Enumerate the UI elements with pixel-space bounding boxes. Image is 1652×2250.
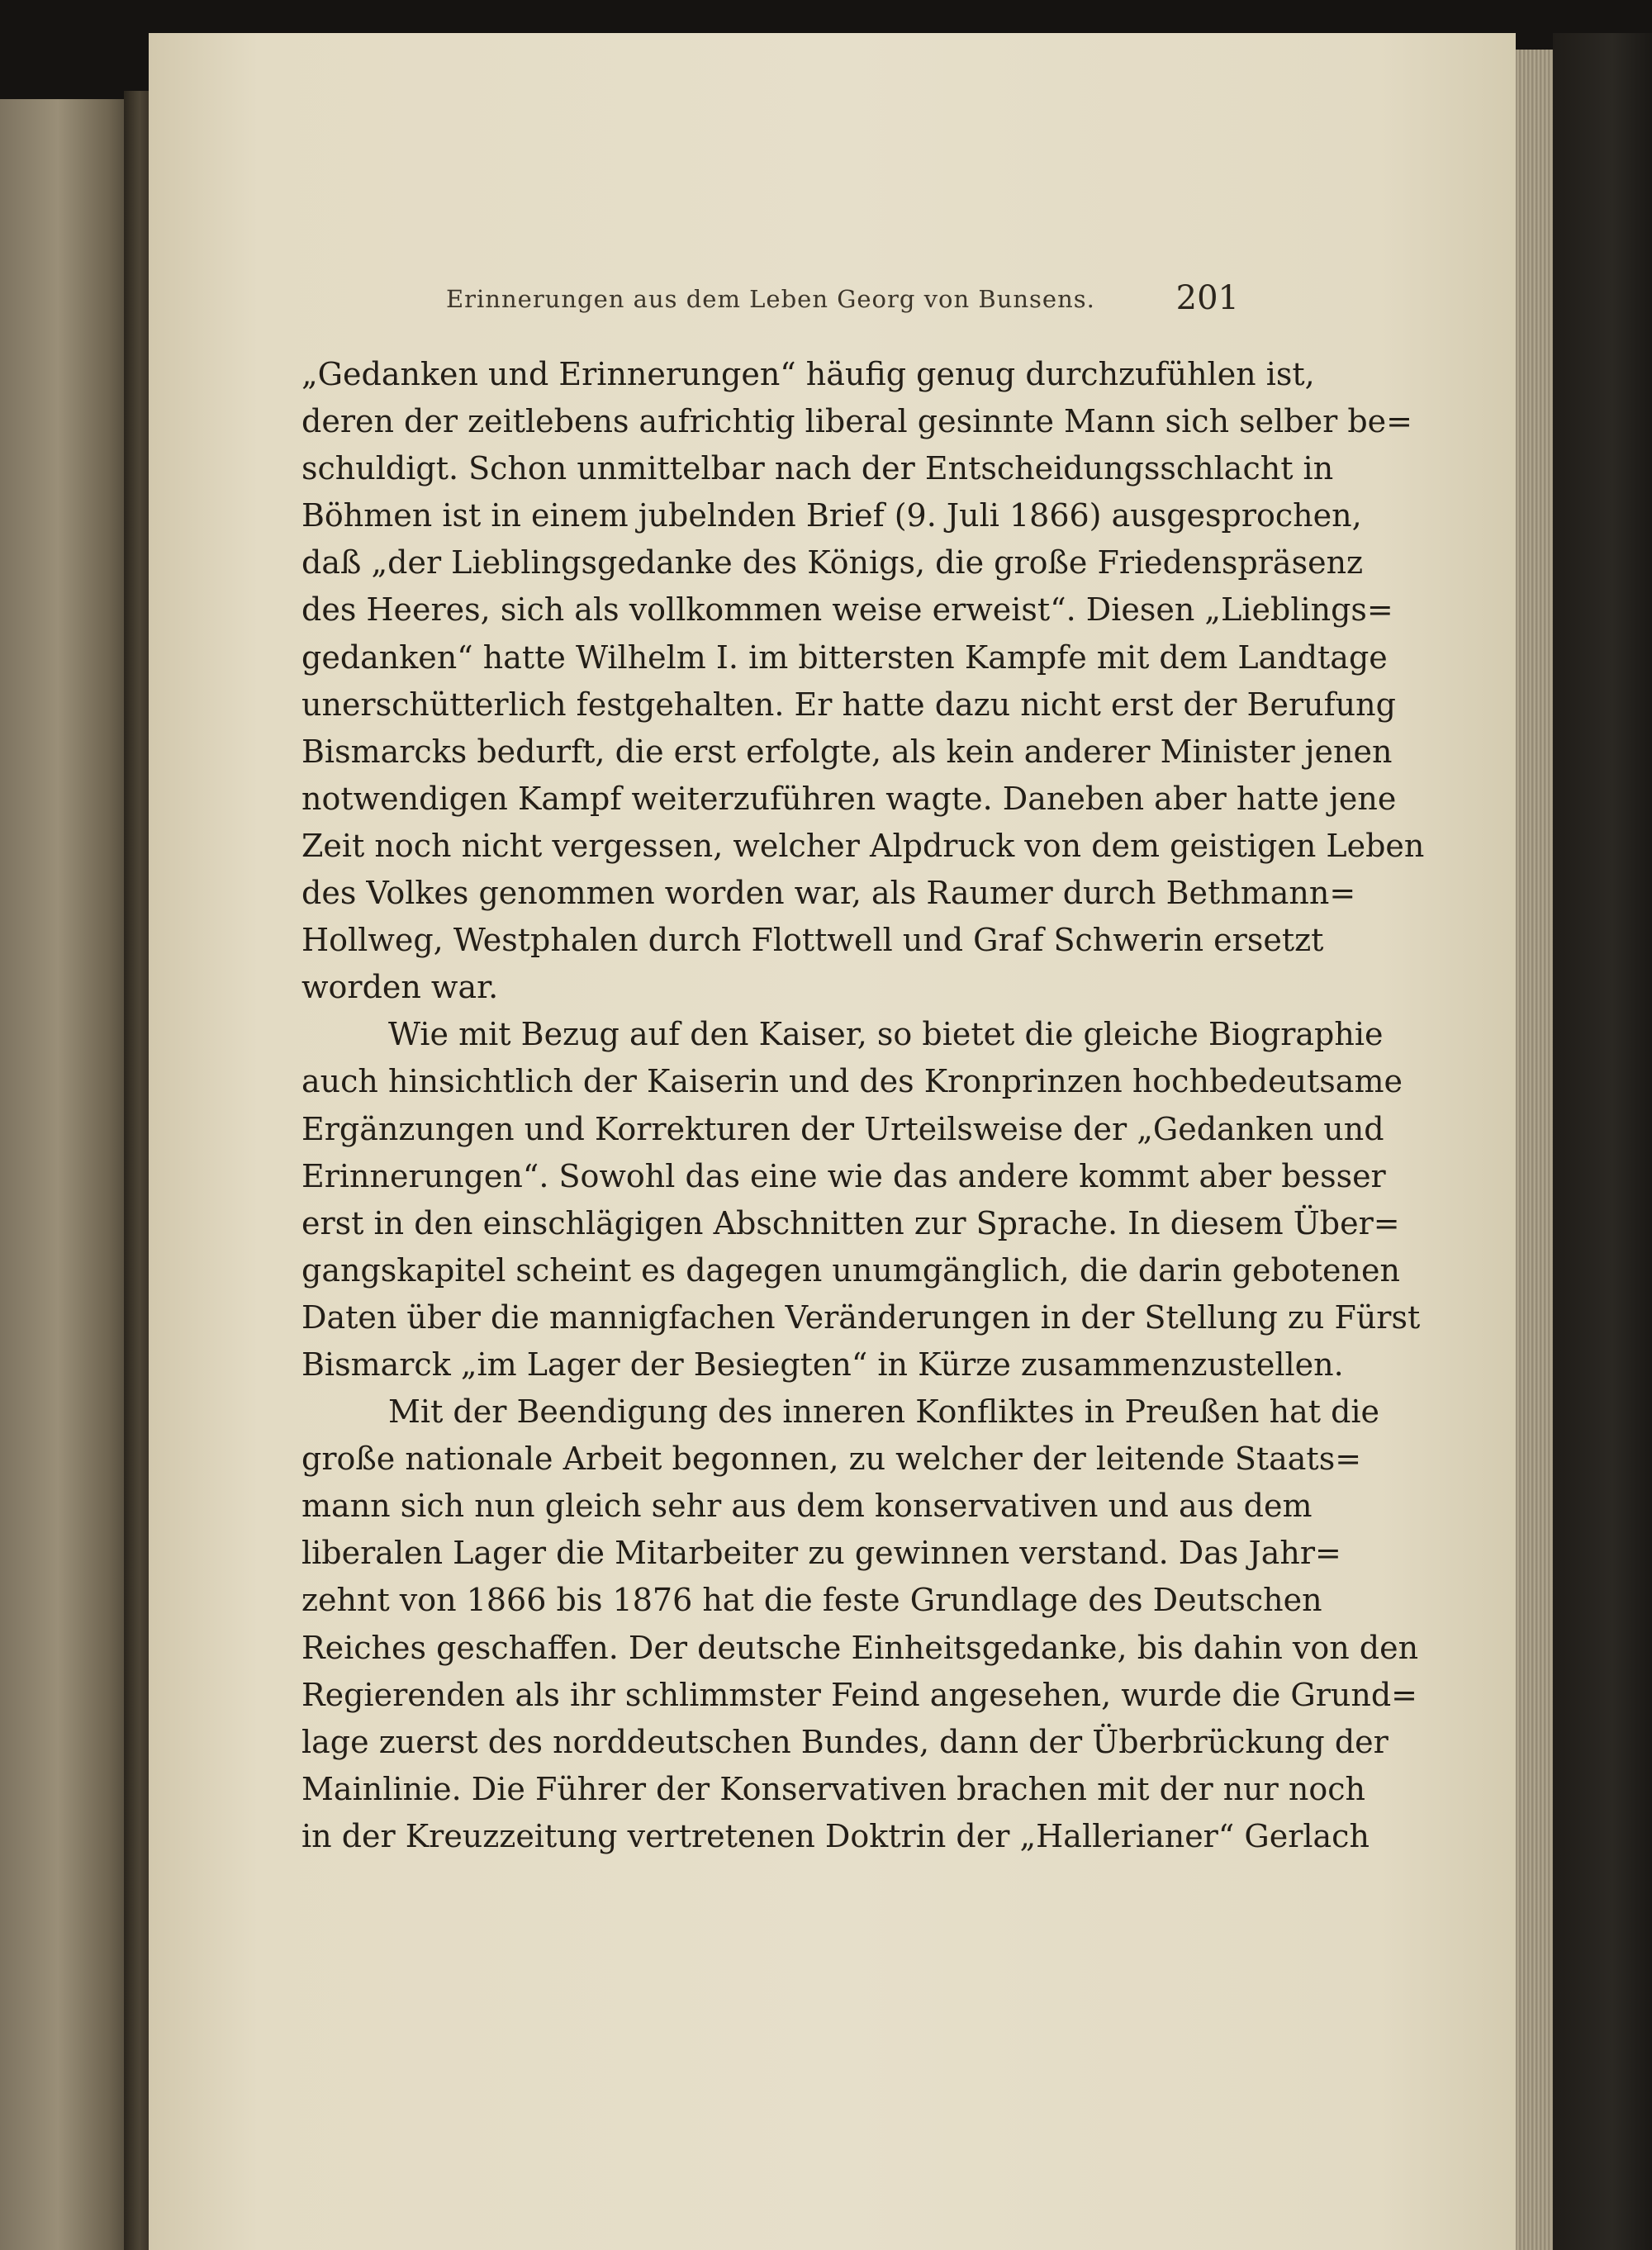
text-line: lage zuerst des norddeutschen Bundes, dann der Überbrückung der: [301, 1723, 1389, 1760]
paragraph: [301, 1388, 1419, 1860]
text-line: Hollweg, Westphalen durch Flottwell und Graf Schwerin ersetzt: [301, 922, 1324, 959]
page-block-edge: [1516, 50, 1553, 2250]
text-line: daß „der Lieblingsgedanke des Königs, die große Friedenspräsenz: [301, 544, 1364, 581]
text-line: erst in den einschlägigen Abschnitten zur Sprache. In diesem Über=: [301, 1204, 1400, 1241]
paragraph: [301, 351, 1425, 1011]
page-number: 201: [1175, 279, 1239, 317]
body-text: [301, 351, 1425, 1860]
text-line: Daten über die mannigfachen Veränderungen in der Stellung zu Fürst: [301, 1298, 1421, 1336]
text-line: des Heeres, sich als vollkommen weise erweist“. Diesen „Lieblings=: [301, 591, 1393, 629]
text-line: Bismarck „im Lager der Besiegten“ in Kürze zusammenzustellen.: [301, 1346, 1344, 1383]
text-line: unerschütterlich festgehalten. Er hatte dazu nicht erst der Berufung: [301, 686, 1396, 723]
text-line: notwendigen Kampf weiterzuführen wagte. Daneben aber hatte jene: [301, 780, 1397, 817]
text-line: Böhmen ist in einem jubelnden Brief (9. Juli 1866) ausgesprochen,: [301, 497, 1362, 534]
text-line: worden war.: [301, 969, 499, 1006]
paragraph: [301, 1011, 1421, 1388]
text-line: Zeit noch nicht vergessen, welcher Alpdruck von dem geistigen Leben: [301, 827, 1425, 864]
book-cover-edge: [1553, 33, 1652, 2250]
text-line: Mit der Beendigung des inneren Konfliktes in Preußen hat die: [388, 1393, 1380, 1431]
text-line: zehnt von 1866 bis 1876 hat die feste Grundlage des Deutschen: [301, 1582, 1322, 1619]
text-line: gedanken“ hatte Wilhelm I. im bittersten Kampfe mit dem Landtage: [301, 638, 1388, 676]
text-line: mann sich nun gleich sehr aus dem konservativen und aus dem: [301, 1488, 1313, 1525]
text-line: gangskapitel scheint es dagegen unumgänglich, die darin gebotenen: [301, 1251, 1400, 1289]
text-line: deren der zeitlebens aufrichtig liberal gesinnte Mann sich selber be=: [301, 403, 1412, 440]
text-line: auch hinsichtlich der Kaiserin und des Kronprinzen hochbedeutsame: [301, 1063, 1403, 1100]
text-line: Ergänzungen und Korrekturen der Urteilsweise der „Gedanken und: [301, 1110, 1384, 1147]
text-line: Mainlinie. Die Führer der Konservativen brachen mit der nur noch: [301, 1770, 1365, 1807]
running-head: Erinnerungen aus dem Leben Georg von Bunsens.: [446, 285, 1095, 313]
text-line: Wie mit Bezug auf den Kaiser, so bietet die gleiche Biographie: [388, 1016, 1384, 1053]
text-line: schuldigt. Schon unmittelbar nach der Entscheidungsschlacht in: [301, 450, 1334, 487]
text-line: in der Kreuzzeitung vertretenen Doktrin der „Hallerianer“ Gerlach: [301, 1817, 1370, 1854]
text-line: Reiches geschaffen. Der deutsche Einheitsgedanke, bis dahin von den: [301, 1629, 1419, 1666]
text-line: liberalen Lager die Mitarbeiter zu gewinnen verstand. Das Jahr=: [301, 1535, 1341, 1572]
text-line: große nationale Arbeit begonnen, zu welcher der leitende Staats=: [301, 1441, 1362, 1478]
left-page-edge: [0, 99, 145, 2250]
text-line: Erinnerungen“. Sowohl das eine wie das andere kommt aber besser: [301, 1157, 1386, 1194]
text-line: „Gedanken und Erinnerungen“ häufig genug durchzufühlen ist,: [301, 356, 1315, 392]
text-line: des Volkes genommen worden war, als Raumer durch Bethmann=: [301, 875, 1356, 912]
text-line: Bismarcks bedurft, die erst erfolgte, als kein anderer Minister jenen: [301, 733, 1393, 770]
text-line: Regierenden als ihr schlimmster Feind angesehen, wurde die Grund=: [301, 1676, 1418, 1713]
